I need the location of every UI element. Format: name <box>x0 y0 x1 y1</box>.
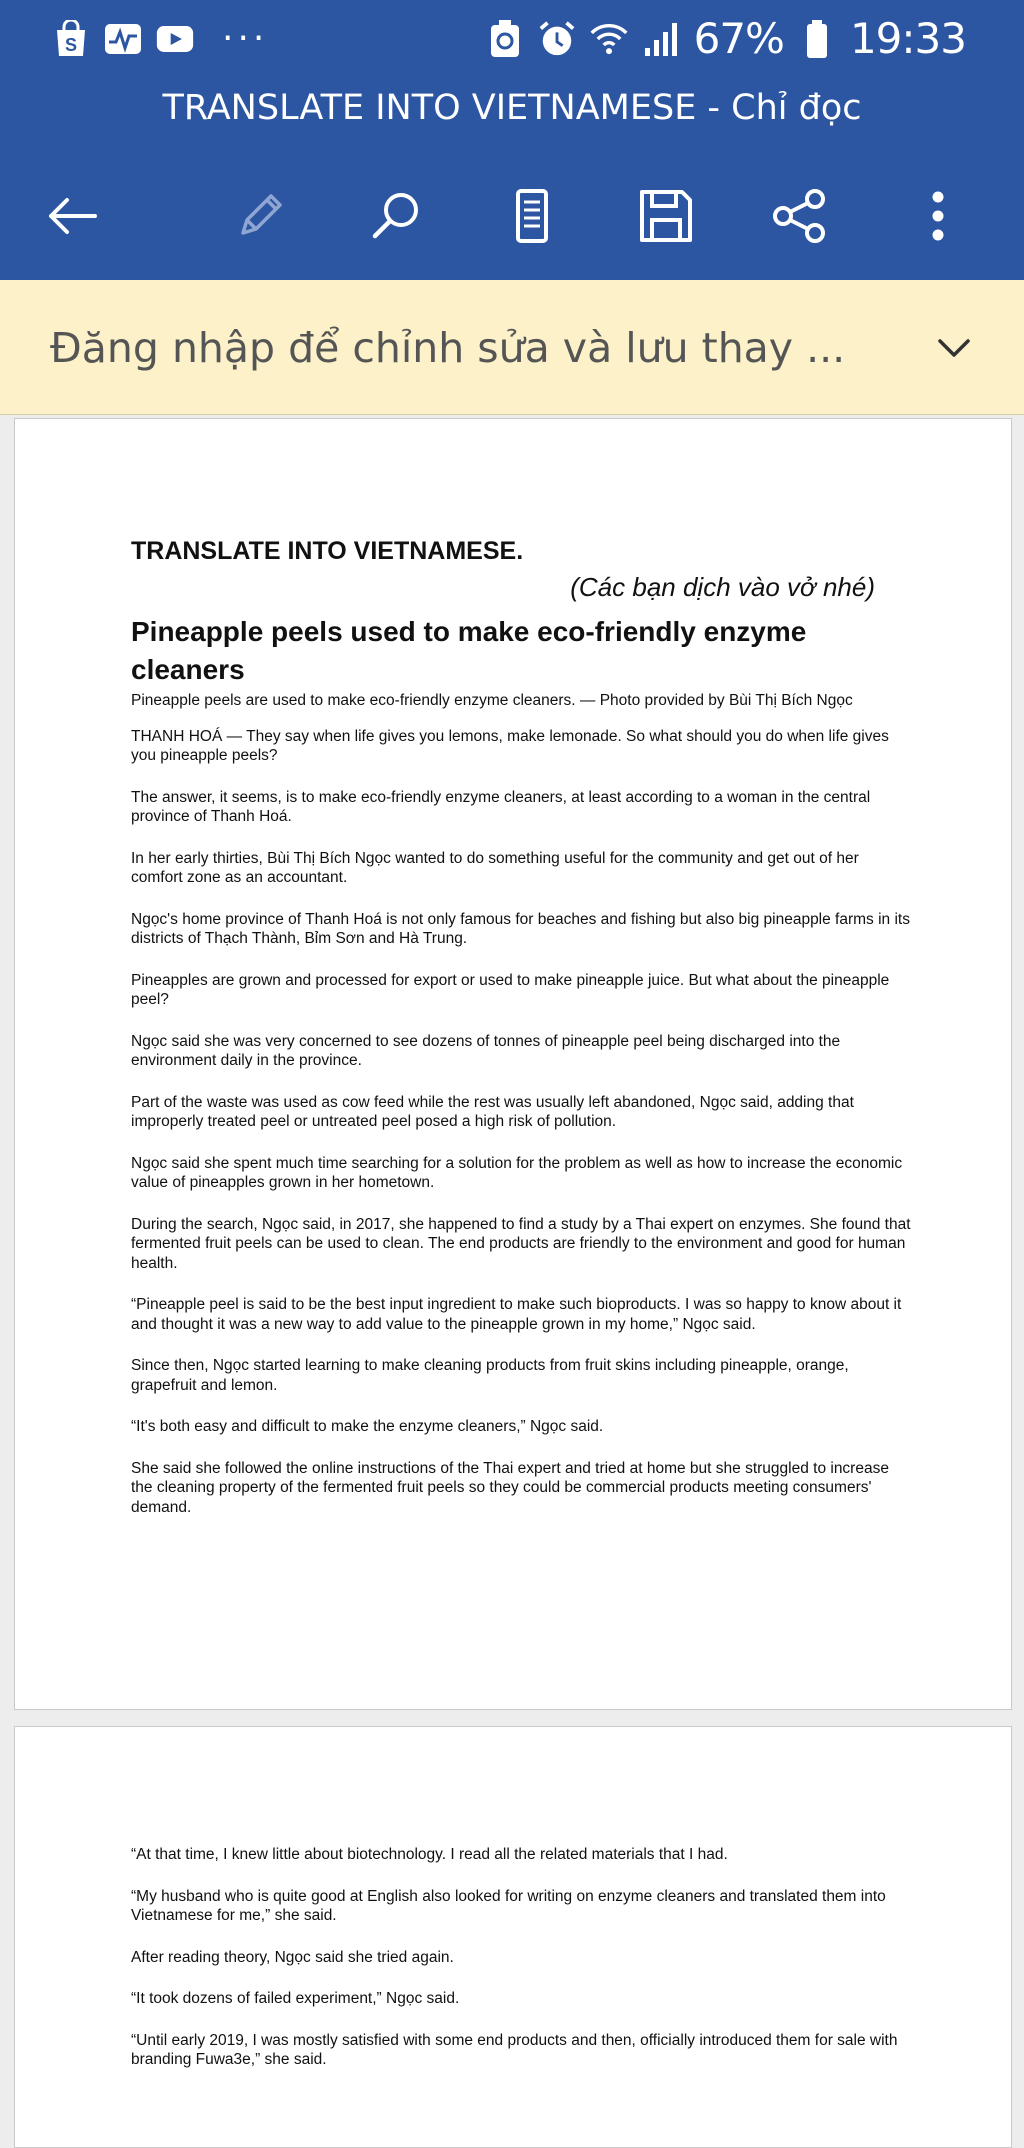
paragraph: Ngọc's home province of Thanh Hoá is not only famous for beaches and fishing but also big pineapple farms in its districts of Thạch Thành, Bỉm Sơn and Hà Trung. <box>131 910 910 947</box>
chevron-down-icon[interactable] <box>932 326 976 370</box>
wifi-icon <box>590 20 628 58</box>
status-bar <box>0 0 1024 82</box>
paragraph: Part of the waste was used as cow feed while the rest was usually left abandoned, Ngọc said, adding that improperly treated peel or untreated peel posed a high risk of pollution. <box>131 1093 854 1130</box>
signal-icon <box>642 20 680 58</box>
youtube-icon <box>156 20 194 58</box>
activity-chart-icon <box>104 20 142 58</box>
paragraph: “At that time, I knew little about biotechnology. I read all the related materials that I had. <box>131 1846 728 1863</box>
page-2-content <box>131 1845 911 2092</box>
paragraph: She said she followed the online instructions of the Thai expert and tried at home but she struggled to increase the cleaning property of the fermented fruit peels so they could be commercial products meeting consumers' demand. <box>131 1459 889 1516</box>
more-options-button[interactable] <box>900 178 976 254</box>
paragraph: In her early thirties, Bùi Thị Bích Ngọc wanted to do something useful for the community and get out of her comfort zone as an accountant. <box>131 849 859 886</box>
clock: 19:33 <box>849 14 966 63</box>
doc-heading: TRANSLATE INTO VIETNAMESE. <box>131 537 524 565</box>
photo-caption: Pineapple peels are used to make eco-friendly enzyme cleaners. — Photo provided by Bùi Thị Bích Ngọc <box>131 692 853 709</box>
alarm-icon <box>538 20 576 58</box>
article-title: Pineapple peels used to make eco-friendly enzyme cleaners <box>131 616 807 685</box>
document-page-2[interactable] <box>14 1726 1012 2148</box>
edit-button[interactable] <box>222 178 298 254</box>
reading-view-icon <box>501 185 563 247</box>
shopping-bag-icon <box>52 20 90 58</box>
save-button[interactable] <box>628 178 704 254</box>
paragraph: Ngọc said she spent much time searching for a solution for the problem as well as how to increase the economic value of pineapples grown in her hometown. <box>131 1154 903 1191</box>
battery-percent: 67% <box>693 14 784 63</box>
paragraph: The answer, it seems, is to make eco-friendly enzyme cleaners, at least according to a woman in the central province of Thanh Hoá. <box>131 788 871 825</box>
page-1-content <box>131 537 911 1539</box>
search-button[interactable] <box>358 178 434 254</box>
toolbar <box>0 152 1024 280</box>
paragraph: During the search, Ngọc said, in 2017, she happened to find a study by a Thai expert on enzymes. She found that fermented fruit peels can be used to clean. The end products are friendly to the environment and good for human health. <box>131 1215 911 1272</box>
reading-view-button[interactable] <box>494 178 570 254</box>
search-icon <box>365 185 427 247</box>
battery-icon <box>798 20 836 58</box>
document-page-1[interactable] <box>14 418 1012 1710</box>
paragraph: “It took dozens of failed experiment,” Ngọc said. <box>131 1990 460 2007</box>
recycle-icon <box>486 20 524 58</box>
paragraph: “It's both easy and difficult to make the enzyme cleaners,” Ngọc said. <box>131 1418 604 1435</box>
paragraph: Ngọc said she was very concerned to see dozens of tonnes of pineapple peel being discharged into the environment daily in the province. <box>131 1032 841 1069</box>
share-button[interactable] <box>762 178 838 254</box>
sign-in-banner[interactable] <box>0 280 1024 415</box>
more-notifications: ··· <box>222 18 269 59</box>
paragraph: Since then, Ngọc started learning to make cleaning products from fruit skins including pineapple, orange, grapefruit and lemon. <box>131 1357 849 1394</box>
sign-in-banner-text: Đăng nhập để chỉnh sửa và lưu thay ... <box>50 324 846 372</box>
edit-pencil-icon <box>229 185 291 247</box>
document-title: TRANSLATE INTO VIETNAMESE - Chỉ đọc <box>0 82 1024 152</box>
paragraph: “Pineapple peel is said to be the best input ingredient to make such bioproducts. I was so happy to know about it and thought it was a new way to add value to the pineapple grown in my home,” Ngọc said. <box>131 1296 902 1333</box>
svg-text:S: S <box>64 34 78 55</box>
paragraph: “Until early 2019, I was mostly satisfied with some end products and then, officially introduced them for sale with branding Fuwa3e,” she said. <box>131 2031 898 2068</box>
back-icon <box>41 185 103 247</box>
save-icon <box>635 185 697 247</box>
doc-subheading: (Các bạn dịch vào vở nhé) <box>570 572 875 602</box>
back-button[interactable] <box>34 178 110 254</box>
paragraph: After reading theory, Ngọc said she tried again. <box>131 1948 454 1966</box>
paragraph: THANH HOÁ — They say when life gives you lemons, make lemonade. So what should you do when life gives you pineapple peels? <box>131 727 889 764</box>
more-vert-icon <box>907 185 969 247</box>
paragraph: Pineapples are grown and processed for export or used to make pineapple juice. But what about the pineapple peel? <box>131 971 890 1008</box>
paragraph: “My husband who is quite good at English also looked for writing on enzyme cleaners and translated them into Vietnamese for me,” she said. <box>131 1887 886 1924</box>
share-icon <box>769 185 831 247</box>
